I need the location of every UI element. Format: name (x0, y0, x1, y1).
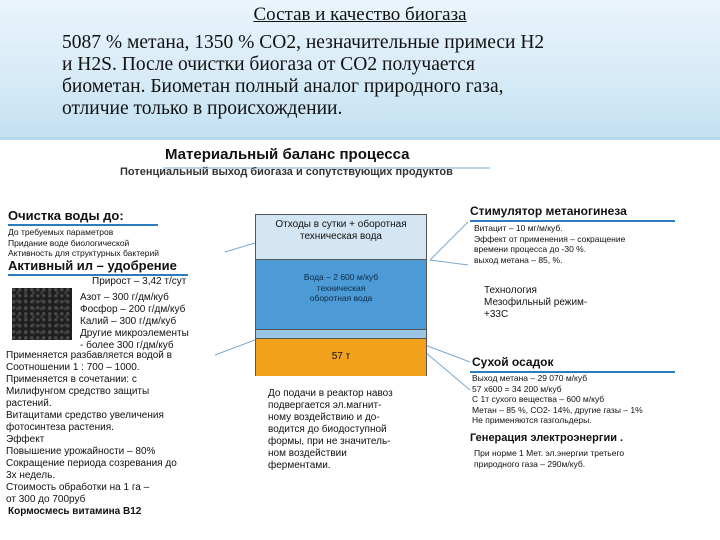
figure-subtitle: Потенциальный выход биогаза и сопутствующих продуктов (120, 166, 453, 178)
note-line: водится до биодоступной (268, 424, 387, 435)
usage-line: растений. (6, 398, 52, 409)
gain-text: Прирост – 3,42 т/сут (92, 276, 187, 287)
slide-body (62, 32, 692, 120)
note-line: ферментами. (268, 460, 331, 471)
technology-lines (484, 285, 587, 321)
tank-water-line: Вода – 2 600 м/куб (303, 272, 379, 282)
sludge-image (12, 288, 72, 340)
water-line: Активность для структурных бактерий (8, 248, 159, 258)
usage-line: Применяется разбавляется водой в (6, 350, 172, 361)
tank-solid-label: 57 т (331, 351, 351, 362)
usage-line: Сокращение периода созревания до (6, 458, 177, 469)
note-lines (268, 388, 393, 472)
usage-line: Эффект (6, 434, 45, 445)
nutrient-item: Азот – 300 г/дм/куб (80, 292, 169, 303)
water-lines (8, 227, 159, 259)
tank-input-line: техническая вода (300, 231, 382, 242)
power-line: При норме 1 Мет. эл.энергии третьего (474, 448, 625, 458)
sediment-line: Метан – 85 %, СО2- 14%, другие газы – 1% (472, 404, 643, 415)
tank-solid-section (256, 338, 426, 376)
tank-water-label (256, 272, 426, 304)
stimulator-line: Витацит – 10 мг/м/куб. (474, 223, 563, 233)
reactor-tank (255, 214, 427, 376)
usage-line: Витацитами средство увеличения (6, 410, 164, 421)
material-balance-figure (0, 140, 720, 540)
technology-line: Мезофильный режим- (484, 297, 588, 308)
usage-line: Милифунгом средство защиты (6, 386, 150, 397)
sediment-line: 57 х600 = 34 200 м/куб (472, 383, 562, 394)
sediment-line: Выход метана – 29 070 м/куб (472, 373, 588, 383)
sediment-line: С 1т сухого вещества – 600 м/куб (472, 394, 605, 404)
usage-line: Повышение урожайности – 80% (6, 446, 156, 457)
usage-line: 3х недель. (6, 470, 56, 481)
technology-line: Технология (484, 285, 537, 296)
sediment-heading: Сухой осадок (472, 355, 554, 369)
stimulator-heading: Стимулятор метаногинеза (470, 204, 627, 218)
technology-line: +33С (484, 309, 509, 320)
divider (8, 224, 158, 226)
water-heading: Очистка воды до: (8, 208, 124, 223)
tank-water-line: оборотная вода (309, 293, 373, 303)
body-line: биометан. Биометан полный аналог природного газа, (62, 76, 504, 97)
slide-title: Состав и качество биогаза (253, 4, 467, 25)
tank-inputs (256, 219, 426, 243)
divider (470, 220, 675, 222)
power-lines (474, 448, 624, 469)
note-line: ном воздействии (268, 448, 347, 459)
note-line: До подачи в реактор навоз (268, 388, 393, 399)
nutrient-item: - более 300 г/дм/куб (80, 340, 174, 351)
note-line: подвергается эл.магнит- (268, 400, 382, 411)
water-line: До требуемых параметров (8, 227, 114, 237)
body-line: отличие только в происхождении. (62, 98, 343, 119)
sediment-line: Не применяются газгольдеры. (472, 415, 592, 425)
usage-line: Стоимость обработки на 1 га – (6, 482, 150, 493)
note-line: ному воздействию и до- (268, 412, 380, 423)
usage-line: фотосинтеза растения. (6, 422, 114, 433)
usage-line: Применяется в сочетании: с (6, 374, 137, 385)
tank-input-line: Отходы в сутки + оборотная (275, 219, 407, 230)
nutrient-list (80, 292, 189, 352)
usage-lines (6, 350, 177, 506)
stimulator-line: Эффект от применения – сокращение (474, 233, 626, 244)
sludge-heading: Активный ил – удобрение (8, 258, 177, 273)
stimulator-line: выход метана – 85, %. (474, 254, 563, 265)
tank-water-line: техническая (316, 282, 366, 293)
usage-line: Соотношении 1 : 700 – 1000. (6, 362, 140, 373)
sediment-lines (472, 373, 643, 426)
stimulator-lines (474, 223, 625, 265)
tank-water-section (256, 259, 426, 330)
figure-title: Материальный баланс процесса (165, 146, 410, 163)
nutrient-item: Калий – 300 г/дм/куб (80, 316, 177, 327)
feed-text: Кормосмесь витамина В12 (8, 506, 142, 517)
nutrient-item: Другие микроэлементы (80, 328, 189, 339)
power-heading: Генерация электроэнергии . (470, 432, 624, 444)
usage-line: от 300 до 700руб (6, 494, 86, 505)
power-line: природного газа – 290м/куб. (474, 458, 586, 469)
body-line: и H2S. После очистки биогаза от CO2 получается (62, 54, 475, 75)
stimulator-line: времени процесса до -30 %. (474, 244, 587, 254)
note-line: формы, при не значитель- (268, 436, 391, 447)
body-line: 5087 % метана, 1350 % CO2, незначительные примеси H2 (62, 32, 545, 53)
water-line: Придание воде биологической (8, 237, 130, 248)
nutrient-item: Фосфор – 200 г/дм/куб (80, 304, 186, 315)
slide-header (0, 0, 720, 140)
